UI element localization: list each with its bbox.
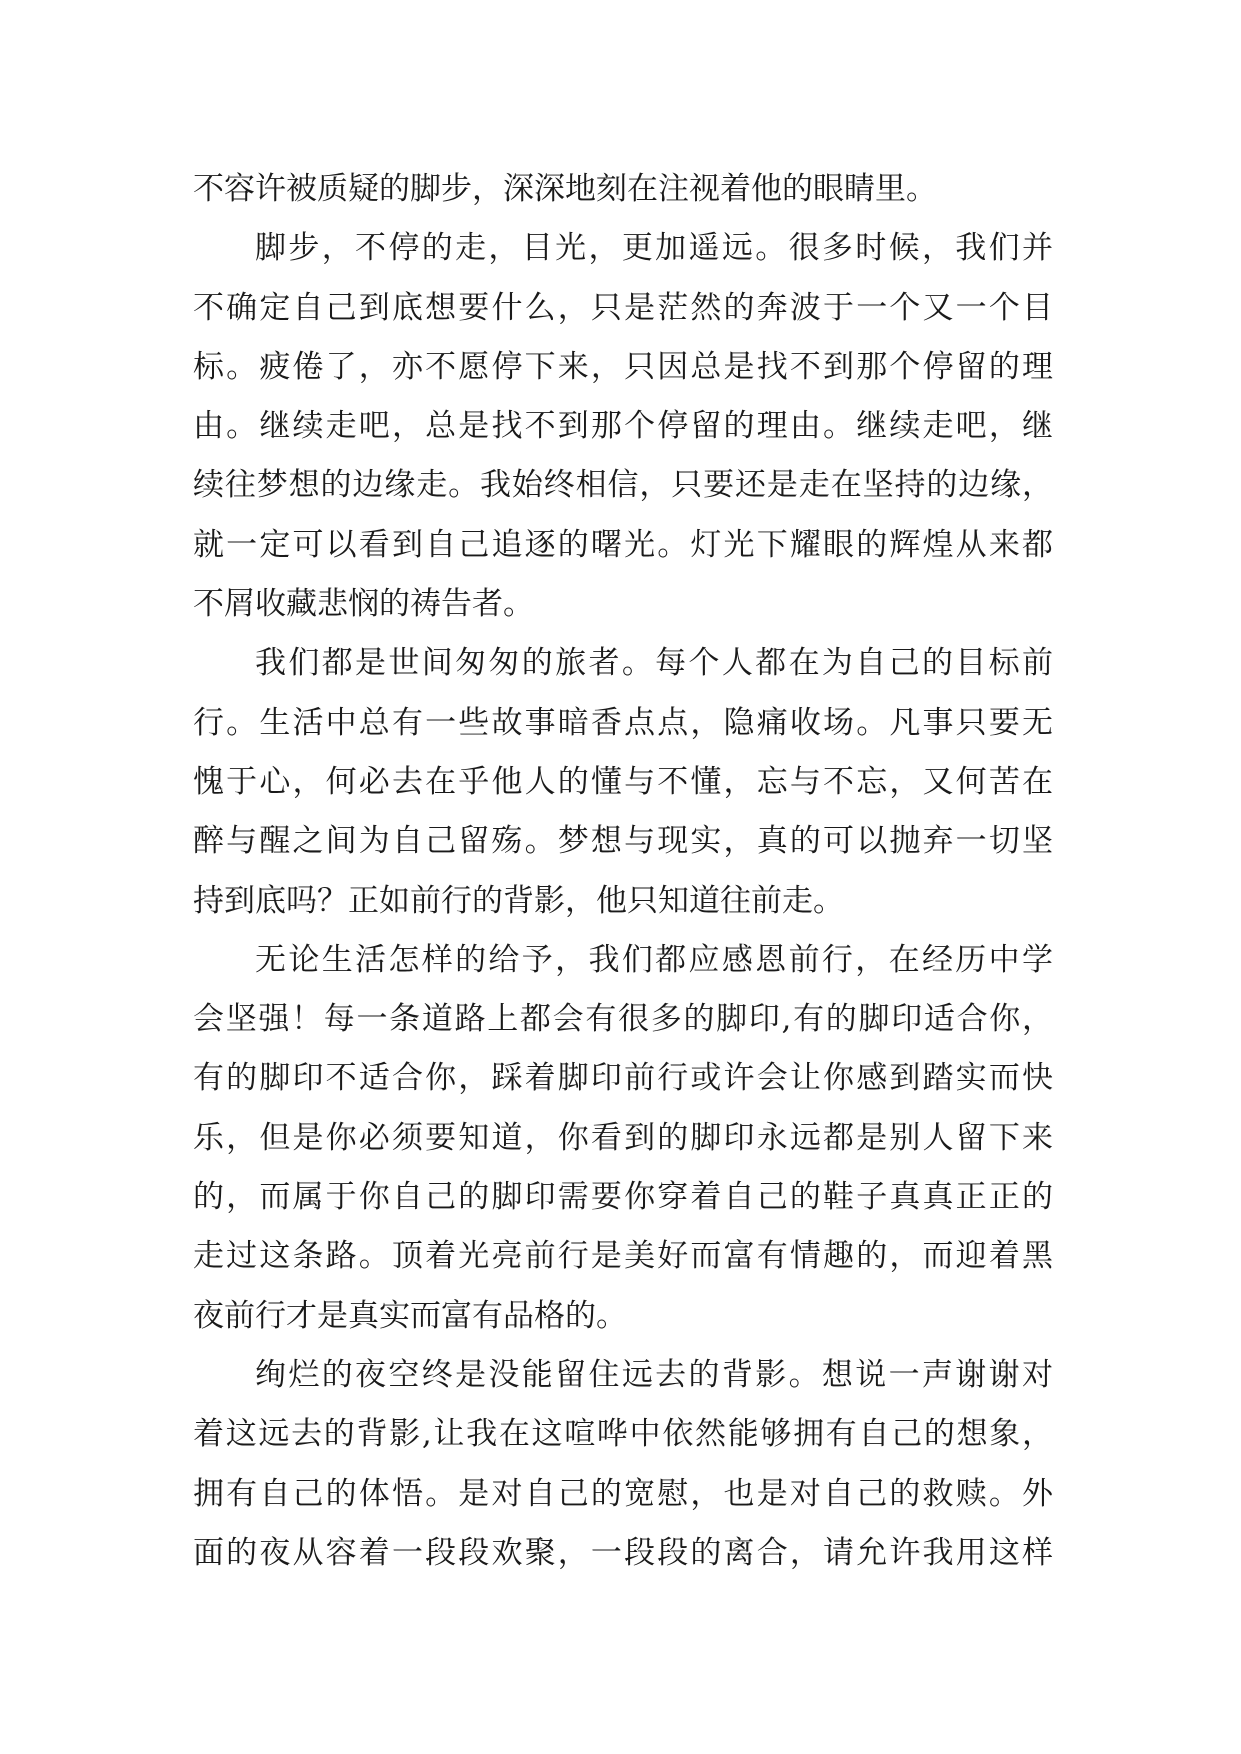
text-line: 标。疲倦了，亦不愿停下来，只因总是找不到那个停留的理 (193, 348, 1053, 385)
text-line: 不容许被质疑的脚步，深深地刻在注视着他的眼睛里。 (193, 171, 937, 207)
text-line: 醉与醒之间为自己留殇。梦想与现实，真的可以抛弃一切坚 (193, 823, 1053, 860)
text-line: 着这远去的背影,让我在这喧哗中依然能够拥有自己的想象， (193, 1416, 1053, 1453)
text-line: 乐，但是你必须要知道，你看到的脚印永远都是别人留下来 (193, 1119, 1053, 1156)
text-line: 夜前行才是真实而富有品格的。 (193, 1297, 627, 1334)
text-line: 续往梦想的边缘走。我始终相信，只要还是走在坚持的边缘， (193, 467, 1053, 504)
text-line: 面的夜从容着一段段欢聚，一段段的离合，请允许我用这样 (193, 1534, 1053, 1571)
document-page (193, 160, 1053, 1583)
paragraph (193, 931, 1053, 1346)
text-line: 行。生活中总有一些故事暗香点点，隐痛收场。凡事只要无 (193, 704, 1053, 741)
text-line: 由。继续走吧，总是找不到那个停留的理由。继续走吧，继 (193, 408, 1053, 445)
text-line: 持到底吗？正如前行的背影，他只知道往前走。 (193, 882, 844, 919)
paragraph (193, 1346, 1053, 1583)
paragraph (193, 219, 1053, 634)
paragraph (193, 634, 1053, 930)
text-line: 绚烂的夜空终是没能留住远去的背影。想说一声谢谢对 (255, 1356, 1053, 1393)
text-line: 无论生活怎样的给予，我们都应感恩前行，在经历中学 (255, 941, 1053, 978)
text-line: 拥有自己的体悟。是对自己的宽慰，也是对自己的救赎。外 (193, 1475, 1053, 1512)
text-line: 会坚强！每一条道路上都会有很多的脚印,有的脚印适合你， (193, 1001, 1053, 1038)
text-line: 不确定自己到底想要什么，只是茫然的奔波于一个又一个目 (193, 289, 1053, 326)
text-line: 愧于心，何必去在乎他人的懂与不懂，忘与不忘，又何苦在 (193, 763, 1053, 800)
text-line: 走过这条路。顶着光亮前行是美好而富有情趣的，而迎着黑 (193, 1238, 1053, 1275)
text-line: 就一定可以看到自己追逐的曙光。灯光下耀眼的辉煌从来都 (193, 526, 1053, 563)
text-line: 脚步，不停的走，目光，更加遥远。很多时候，我们并 (255, 230, 1053, 267)
paragraph (193, 160, 1053, 219)
text-line: 不屑收藏悲悯的祷告者。 (193, 586, 534, 623)
text-line: 有的脚印不适合你，踩着脚印前行或许会让你感到踏实而快 (193, 1060, 1053, 1097)
text-line: 的，而属于你自己的脚印需要你穿着自己的鞋子真真正正的 (193, 1179, 1053, 1216)
text-line: 我们都是世间匆匆的旅者。每个人都在为自己的目标前 (255, 645, 1053, 682)
